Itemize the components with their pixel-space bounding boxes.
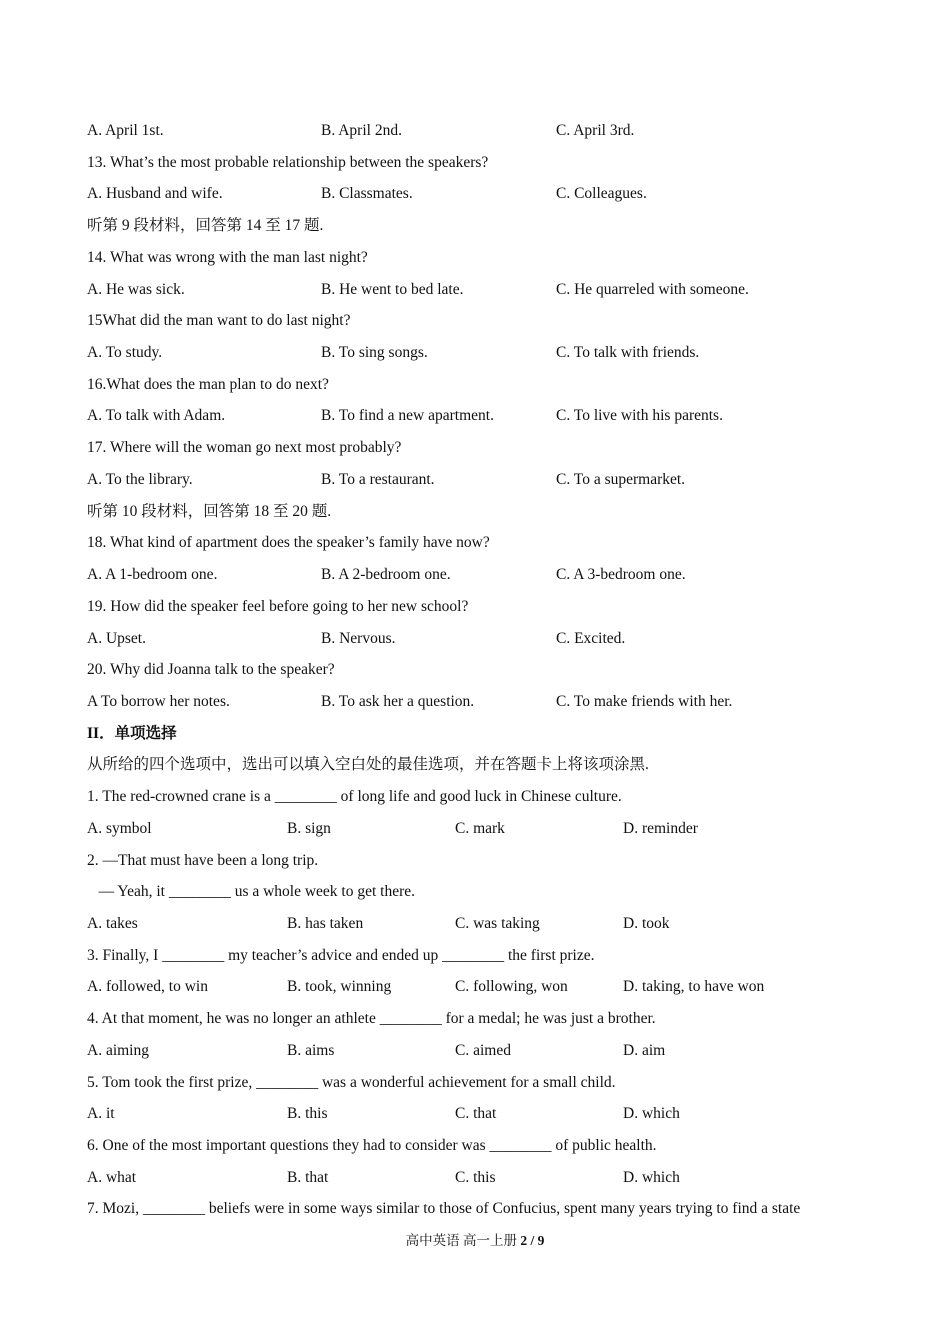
footer-page-number: 2 [520,1233,528,1248]
option-a: A. it [87,1105,115,1122]
option-c: C. To a supermarket. [556,471,686,488]
option-c: C. aimed [455,1042,511,1059]
option-d: D. took [623,915,670,932]
option-b: B. April 2nd. [321,122,402,139]
question-text: 20. Why did Joanna talk to the speaker? [87,661,335,678]
option-c: C. A 3-bedroom one. [556,566,686,583]
option-a: A. Husband and wife. [87,185,223,202]
option-b: B. To sing songs. [321,344,428,361]
option-c: C. Colleagues. [556,185,647,202]
question-text: 4. At that moment, he was no longer an athlete ________ for a medal; he was just a brother. [87,1010,656,1027]
option-b: B. has taken [287,915,364,932]
option-a: A. April 1st. [87,122,164,139]
option-c: C. To live with his parents. [556,407,723,424]
option-a: A. A 1-bedroom one. [87,566,218,583]
question-text: 19. How did the speaker feel before going to her new school? [87,598,469,615]
footer-subject: 高中英语 高一上册 [405,1233,517,1248]
option-b: B. Classmates. [321,185,413,202]
question-text: 从所给的四个选项中，选出可以填入空白处的最佳选项，并在答题卡上将该项涂黑. [87,756,649,773]
question-text: 16.What does the man plan to do next? [87,376,329,393]
option-b: B. took, winning [287,978,392,995]
option-a: A. Upset. [87,630,146,647]
option-b: B. To find a new apartment. [321,407,494,424]
question-text: 听第 9 段材料，回答第 14 至 17 题. [87,217,324,234]
page-footer [0,1229,950,1249]
option-a: A. He was sick. [87,281,185,298]
option-d: D. taking, to have won [623,978,765,995]
option-b: B. aims [287,1042,335,1059]
option-c: C. that [455,1105,497,1122]
option-a: A. followed, to win [87,978,208,995]
option-c: C. this [455,1169,496,1186]
question-text: 听第 10 段材料，回答第 18 至 20 题. [87,503,332,520]
question-text: 15What did the man want to do last night? [87,312,351,329]
option-a: A. To talk with Adam. [87,407,226,424]
option-d: D. which [623,1169,680,1186]
option-d: D. aim [623,1042,666,1059]
option-a: A. takes [87,915,138,932]
option-b: B. To ask her a question. [321,693,475,710]
option-c: C. To talk with friends. [556,344,700,361]
option-a: A. what [87,1169,137,1186]
option-b: B. sign [287,820,331,837]
footer-separator: / [527,1233,538,1248]
option-c: C. Excited. [556,630,626,647]
option-d: D. which [623,1105,680,1122]
option-c: C. He quarreled with someone. [556,281,749,298]
option-a: A To borrow her notes. [87,693,230,710]
option-a: A. aiming [87,1042,149,1059]
option-b: B. that [287,1169,329,1186]
option-a: A. To study. [87,344,163,361]
option-d: D. reminder [623,820,698,837]
option-a: A. symbol [87,820,152,837]
option-b: B. A 2-bedroom one. [321,566,451,583]
section-heading: II．单项选择 [87,725,177,742]
question-text: 7. Mozi, ________ beliefs were in some ways similar to those of Confucius, spent many years trying to find a state [87,1200,801,1217]
question-text: 17. Where will the woman go next most probably? [87,439,402,456]
option-c: C. To make friends with her. [556,693,733,710]
question-text: 18. What kind of apartment does the speaker’s family have now? [87,534,490,551]
option-c: C. mark [455,820,505,837]
question-text: — Yeah, it ________ us a whole week to get there. [87,883,416,900]
option-b: B. He went to bed late. [321,281,464,298]
question-text: 1. The red-crowned crane is a ________ of long life and good luck in Chinese culture. [87,788,622,805]
option-b: B. To a restaurant. [321,471,435,488]
option-a: A. To the library. [87,471,193,488]
question-text: 3. Finally, I ________ my teacher’s advice and ended up ________ the first prize. [87,947,595,964]
question-text: 14. What was wrong with the man last night? [87,249,368,266]
option-b: B. this [287,1105,328,1122]
footer-total-pages: 9 [537,1233,545,1248]
question-text: 13. What’s the most probable relationship between the speakers? [87,154,489,171]
option-b: B. Nervous. [321,630,396,647]
option-c: C. following, won [455,978,568,995]
question-text: 6. One of the most important questions they had to consider was ________ of public health. [87,1137,657,1154]
question-text: 5. Tom took the first prize, ________ was a wonderful achievement for a small child. [87,1074,616,1091]
question-text: 2. —That must have been a long trip. [87,852,319,869]
option-c: C. April 3rd. [556,122,635,139]
option-c: C. was taking [455,915,540,932]
